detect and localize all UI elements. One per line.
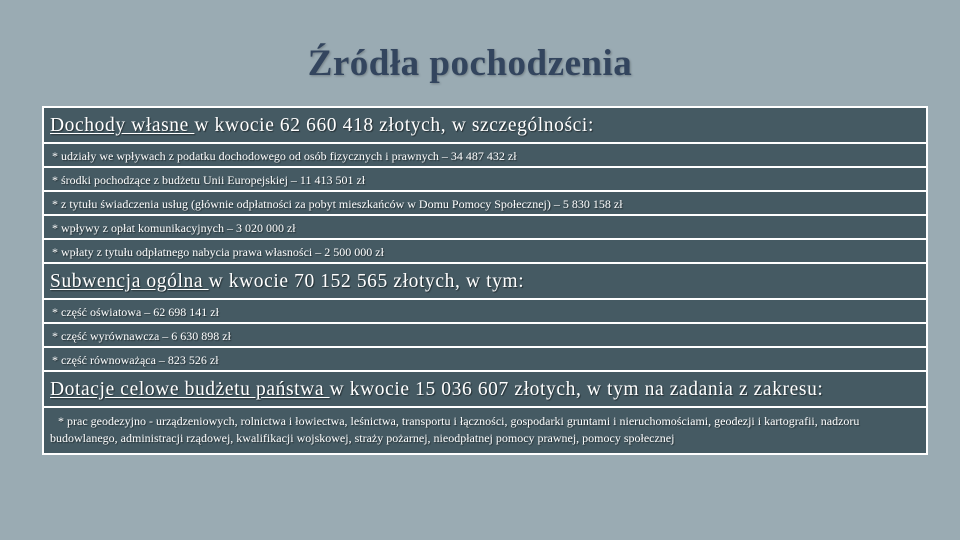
list-item: * wpływy z opłat komunikacyjnych – 3 020 000 zł [44,216,926,240]
list-item: * z tytułu świadczenia usług (głównie odpłatności za pobyt mieszkańców w Domu Pomocy Społecznej) – 5 830 158 zł [44,192,926,216]
list-item: * wpłaty z tytułu odpłatnego nabycia prawa własności – 2 500 000 zł [44,240,926,264]
section-heading-underlined: Subwencja ogólna [50,271,209,292]
revenue-sources-table [42,106,928,455]
section-heading-own-revenue [44,108,926,144]
section-heading-targeted-grants [44,372,926,408]
list-item: * środki pochodzące z budżetu Unii Europejskiej – 11 413 501 zł [44,168,926,192]
section-heading-text: w kwocie 15 036 607 złotych, w tym na zadania z zakresu: [329,379,824,400]
slide-title: Źródła pochodzenia [307,43,633,84]
section-heading-general-subsidy [44,264,926,300]
list-item-text: * prac geodezyjno - urządzeniowych, rolnictwa i łowiectwa, leśnictwa, transportu i łączności, gospodarki gruntami i nieruchomościami, geodezji i kartografii, nadzoru budowlanego, administracji rządowej, kwalifikacji wojskowej, straży pożarnej, nieodpłatnej pomocy prawnej, pomocy społecznej [50,414,860,445]
list-item: * część wyrównawcza – 6 630 898 zł [44,324,926,348]
list-item: * udziały we wpływach z podatku dochodowego od osób fizycznych i prawnych – 34 487 432 zł [44,144,926,168]
list-item: * część równoważąca – 823 526 zł [44,348,926,372]
section-heading-underlined: Dotacje celowe budżetu państwa [50,379,330,400]
section-heading-text: w kwocie 62 660 418 złotych, w szczególności: [194,115,594,136]
section-heading-text: w kwocie 70 152 565 złotych, w tym: [208,271,525,292]
list-item [44,408,926,453]
list-item: * część oświatowa – 62 698 141 zł [44,300,926,324]
section-heading-underlined: Dochody własne [50,115,195,136]
